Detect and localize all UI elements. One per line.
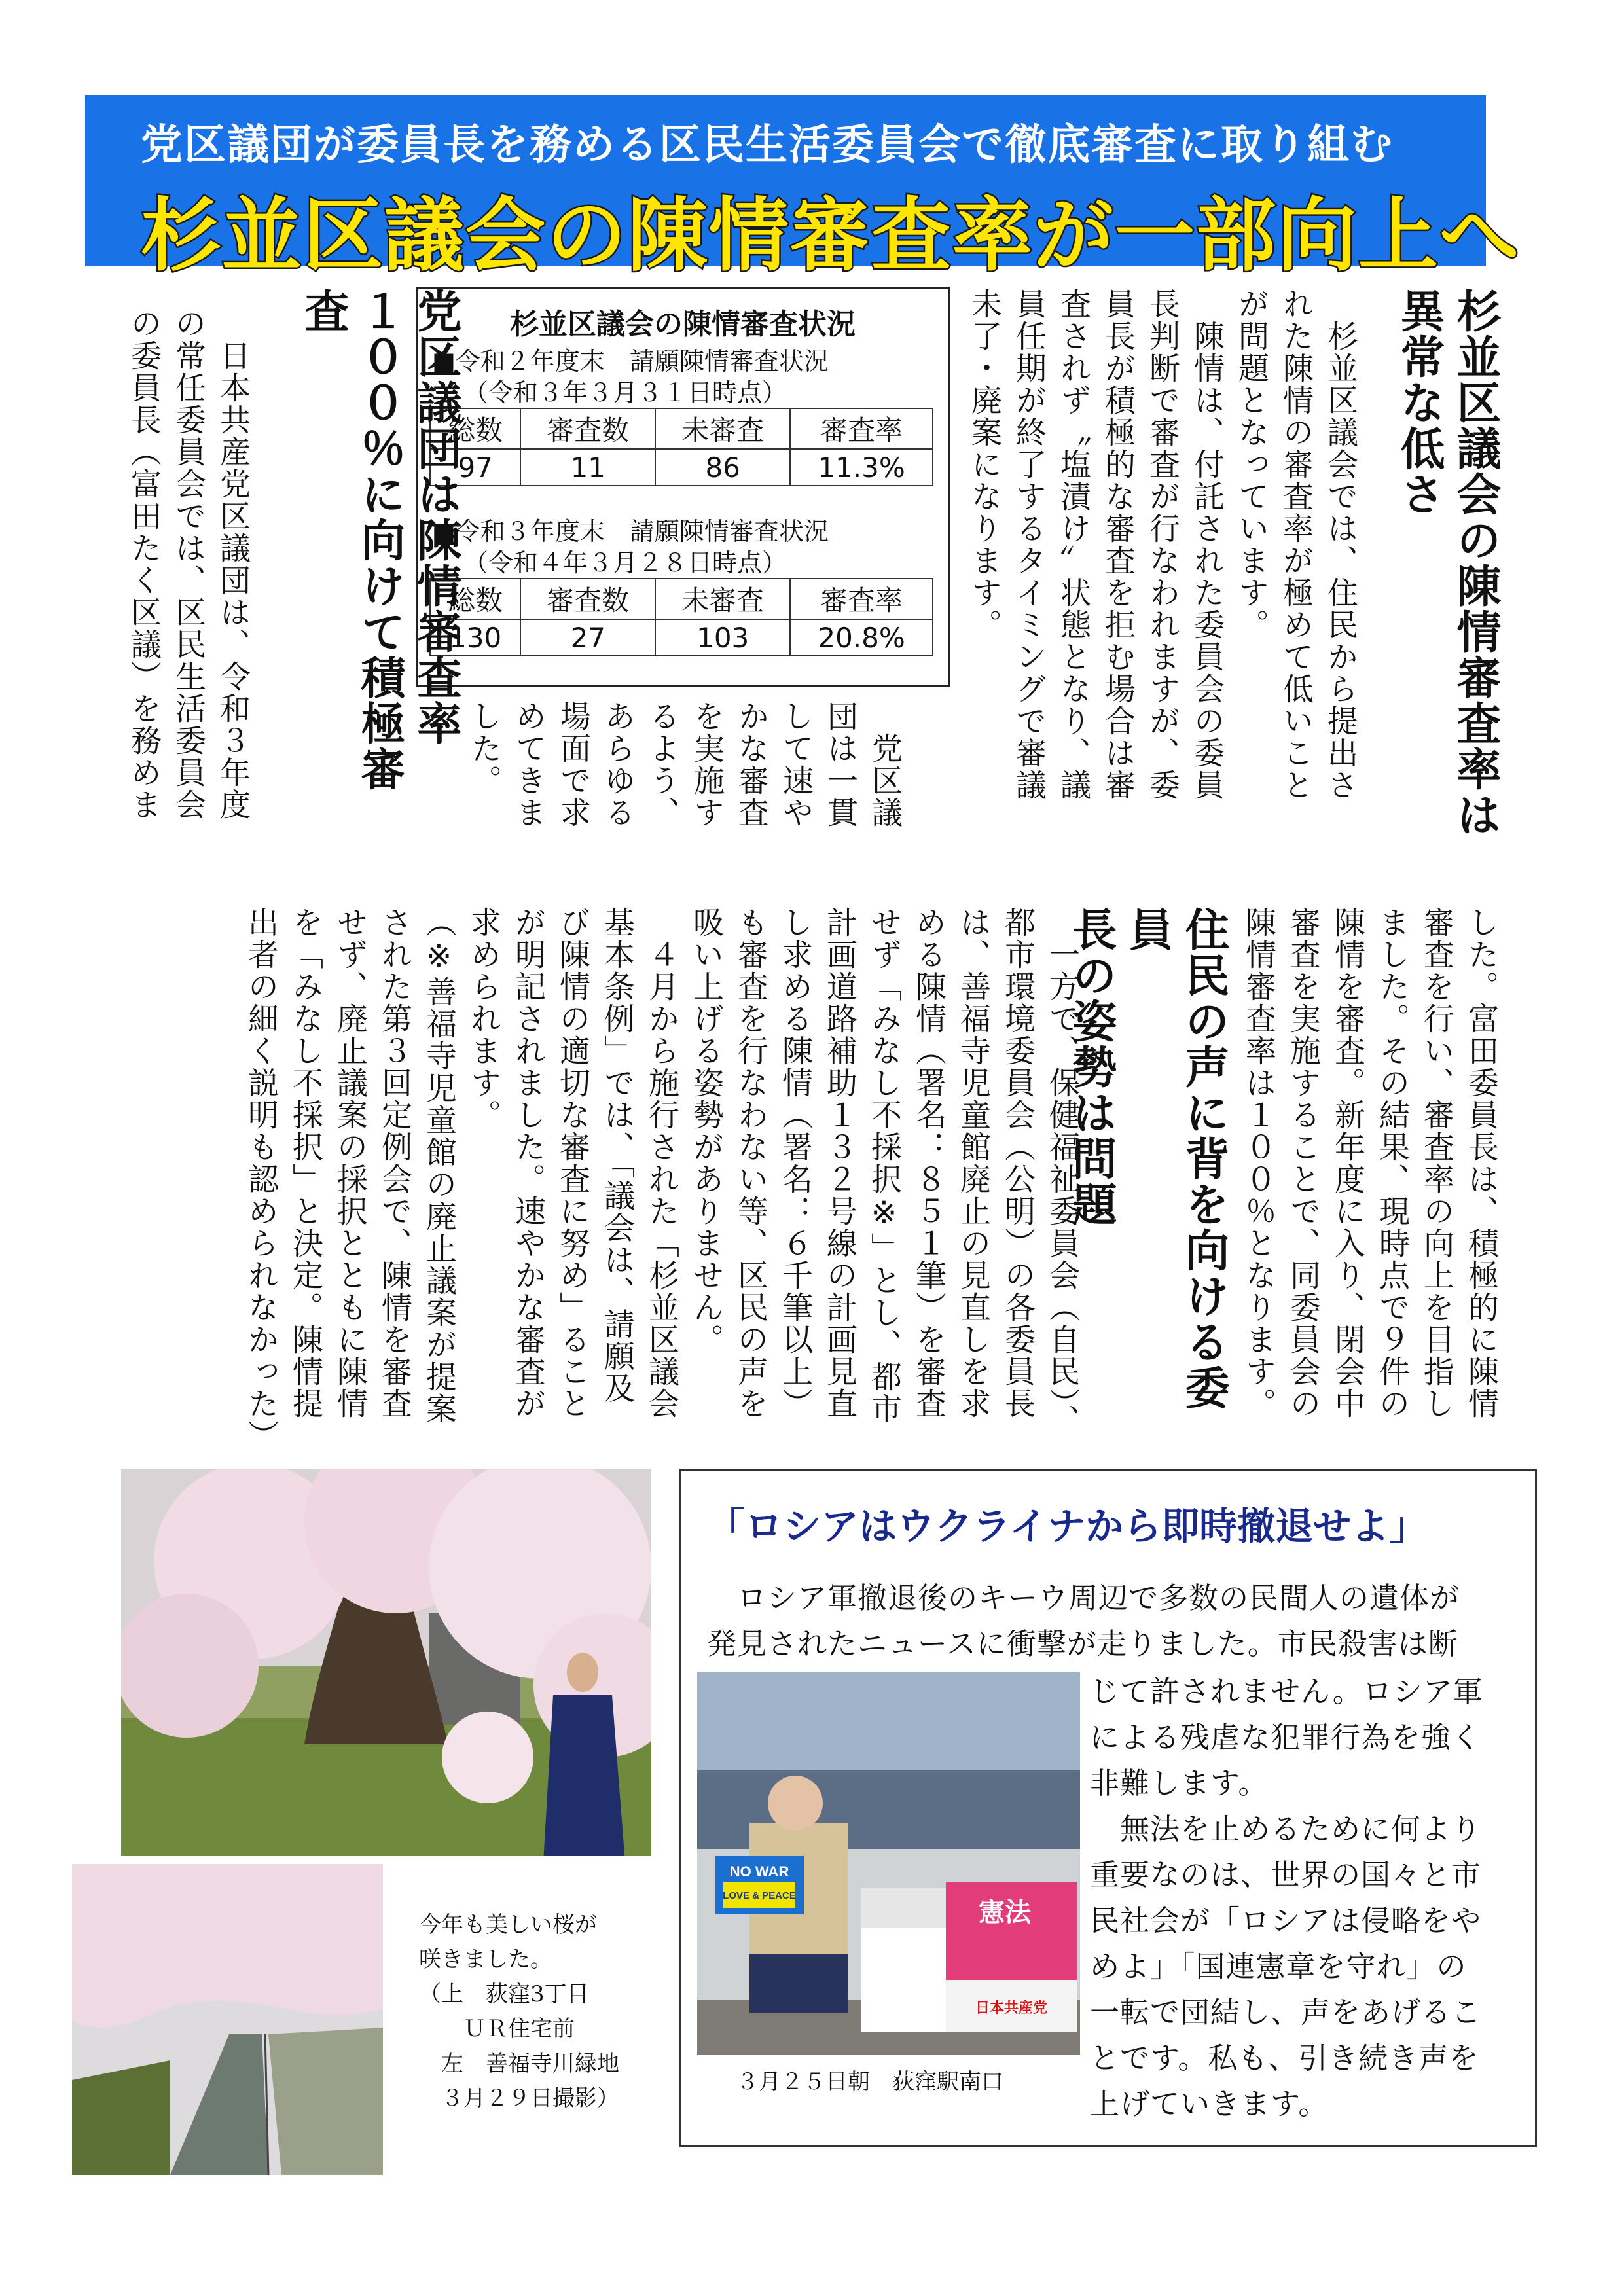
russia-line: めよ」「国連憲章を守れ」の [1090, 1949, 1467, 1984]
russia-statement-title: 「ロシアはウクライナから即時撤退せよ」 [707, 1504, 1428, 1549]
cherry-blossom-photo-ur [121, 1469, 651, 1856]
cherry-blossom-illustration [121, 1469, 651, 1856]
table-header-cell: 審査数 [520, 408, 655, 449]
table-header-cell: 審査率 [790, 579, 933, 619]
table-section-2-label: ■令和３年度末 請願陳情審査状況 [432, 517, 829, 546]
russia-line: 上げていきます。 [1090, 2087, 1329, 2121]
russia-line: 無法を止めるために何より [1090, 1812, 1482, 1846]
love-peace-sign-text: LOVE & PEACE [723, 1890, 796, 1901]
table-section-1-date: （令和３年３月３１日時点） [463, 378, 787, 407]
table-cell: 97 [430, 449, 520, 486]
section3-continuation: した。富田委員長は、積極的に陳情 審査を行い、審査率の向上を目指し ました。その結果、現時点で９件の 陳情を審査。新年度に入り、閉会中 審査を実施することで、同委員会の 陳情審査率は１００％となります。 [1240, 906, 1499, 1420]
table-cell: 86 [655, 449, 790, 486]
table-section-1-label: ■令和２年度末 請願陳情審査状況 [432, 347, 829, 376]
table-header-cell: 総数 [430, 579, 520, 619]
table-cell: 11 [520, 449, 655, 486]
table-2 [429, 578, 933, 656]
no-war-photo-caption: ３月２５日朝 荻窪駅南口 [736, 2069, 1003, 2095]
jcp-poster-text: 日本共産党 [975, 2000, 1048, 2017]
table-title: 杉並区議会の陳情審査状況 [510, 308, 856, 341]
petition-stats-table [416, 287, 950, 687]
russia-line: とです。私も、引き続き声を [1090, 2041, 1479, 2075]
table-header-cell: 審査数 [520, 579, 655, 619]
section3-body: 一方で、保健福祉委員会（自民）、 都市環境委員会（公明）の各委員長 は、善福寺児童館廃止の見直しを求 める陳情（署名：８５１筆）を審査 せず「みなし不採択※」とし、都市 計画道路補助１３２号線の計画見直 し求める陳情（署名：６千筆以上） も審査を行なわない等、区民の声を 吸い上げる姿勢がありません。 ４月から施行された「杉並区議会 基本条例」では、「議会は、請願及 び陳情の適切な審査に努め」ること が明記されました。速やかな審査が 求められます。 （※善福寺児童館の廃止議案が提案 された第３回定例会で、陳情を審査 せず、廃止議案の採択とともに陳情 を「みなし不採択」と決定。陳情提 出者の細く説明も認められなかった） [243, 906, 1080, 1452]
table-header-cell: 総数 [430, 408, 520, 449]
table-cell: 11.3% [790, 449, 933, 486]
header-title: 杉並区議会の陳情審査率が一部向上へ [141, 189, 1521, 282]
header-subtitle: 党区議団が委員長を務める区民生活委員会で徹底審査に取り組む [141, 121, 1394, 170]
river-blossom-illustration [72, 1864, 383, 2175]
russia-line: ロシア軍撤退後のキーウ周辺で多数の民間人の遺体が [707, 1581, 1460, 1615]
section3-heading: 住民の声に背を向ける委員 長の姿勢は問題 [1065, 906, 1229, 1410]
section2-body-left: 日本共産党区議団は、令和３年度 の常任委員会では、区民生活委員会 の委員長（富田たく区議）を務めま [126, 308, 251, 821]
russia-line: 発見されたニュースに衝撃が走りました。市民殺害は断 [707, 1626, 1458, 1661]
section1-heading: 杉並区議会の陳情審査率は 異常な低さ [1393, 288, 1501, 838]
table-header-cell: 未審査 [655, 579, 790, 619]
table-header-cell: 審査率 [790, 408, 933, 449]
no-war-sign-text: NO WAR [729, 1863, 789, 1880]
table-cell: 103 [655, 619, 790, 656]
table-cell: 27 [520, 619, 655, 656]
russia-line: 一転で団結し、声をあげるこ [1090, 1995, 1482, 2030]
russia-line: じて許されません。ロシア軍 [1090, 1674, 1483, 1709]
russia-line: 非難します。 [1090, 1766, 1269, 1801]
poster-text: 憲法 [979, 1897, 1031, 1928]
table-cell: 130 [430, 619, 520, 656]
russia-line: 民社会が「ロシアは侵略をや [1090, 1903, 1482, 1938]
table-cell: 20.8% [790, 619, 933, 656]
photo-caption: 今年も美しい桜が 咲きました。 （上 荻窪3丁目 ＵＲ住宅前 左 善福寺川緑地 ３月２９日撮影） [419, 1912, 619, 2111]
no-war-illustration [697, 1672, 1080, 2055]
russia-line: による残虐な犯罪行為を強く [1090, 1720, 1482, 1755]
section2-body-mid: 党区議 団は一貫 して速や かな審査 を実施す るよう、 あらゆる 場面で求 めてきま した。 [466, 700, 903, 829]
table-header-cell: 未審査 [655, 408, 790, 449]
table-1 [429, 408, 933, 486]
table-section-2-date: （令和４年３月２８日時点） [463, 548, 787, 577]
section2-heading: 党区議団は陳情審査率 １００％に向けて積極審査 [297, 288, 461, 792]
russia-line: 重要なのは、世界の国々と市 [1090, 1857, 1482, 1892]
cherry-blossom-photo-zenpukuji [72, 1864, 383, 2175]
section1-body: 杉並区議会では、住民から提出さ れた陳情の審査率が極めて低いこと が問題となっています。 陳情は、付託された委員会の委員 長判断で審査が行なわれますが、委 員長が積極的な審査を拒む場合は審 査されず〝塩漬け〟状態となり、議 員任期が終了するタイミングで審議 未了・廃案になります。 [966, 288, 1358, 801]
no-war-standing-photo [697, 1672, 1080, 2055]
